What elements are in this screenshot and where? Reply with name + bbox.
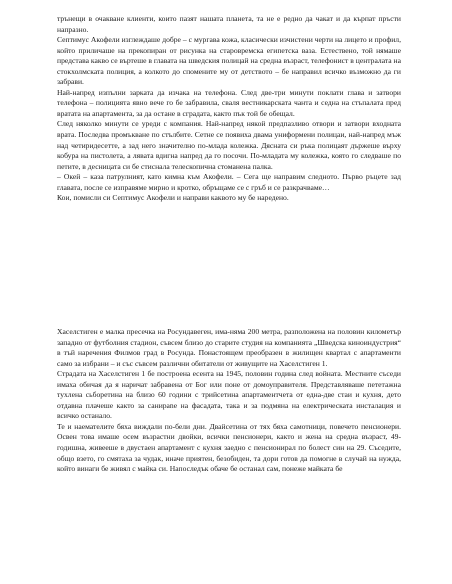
paragraph: След няколко минути се уреди с компания. Най-напред някой предпазливо отвори и затвори входната врата. Последва промъкване по стълбите. Сетне се появиха двама униформени полицаи, най-напред мъж над четиридесетте, а зад него значително по-млада колежка. Дясната си ръка полицаят държеше върху кобура на пистолета, а лявата вдигна напред да го посочи. По-младата му колежка, която го следваше по петите, в десницата си бе стиснала телескопична стоманена палка. — [57, 119, 401, 171]
text-section-1 — [57, 14, 401, 204]
paragraph: Те и наемателите бяха виждали по-бели дни. Двайсетина от тях бяха самотници, повечето пенсионери. Освен това имаше осем възрастни двойки, всички пенсионери, както и жена на средна възраст, 49-годишна, живееше в двустаен апартамент с кухня заедно с пенсионирал по болест син на 29. Съседите, общо взето, го смятаха за чудак, иначе приятен, безобиден, та дори готов да помогне в случай на нужда, който винаги бе живял с майка си. Напоследък обаче бе останал сам, понеже майката бе — [57, 421, 401, 474]
paragraph: Септимус Акофели изглеждаше добре – с мургава кожа, класически изчистени черти на лицето и профил, който приличаше на прекопиран от рисунка на старовремска египетска ваза. Естествено, той нямаше представа какво се въртеше в главата на шведския полицай на средна възраст, телефонист в централата на стокхолмската полиция, а колкото до спомените му от детството – бе направил всичко възможно да ги забрави. — [57, 35, 401, 87]
paragraph: Хаселстиген е малка пресечка на Росундавеген, има-няма 200 метра, разположена на половин километър западно от футболния стадион, съвсем близо до старите студия на компанията „Шведска кинoиндустрия“ в тъй наречения Филмов град в Росунда. Понастоящем преобразен в жилищен квартал с апартаменти само за избрани – и със съвсем различни обитатели от живущите на Хаселстиген 1. — [57, 327, 401, 368]
paragraph: Най-напред изпълни зарката да изчака на телефона. След две-три минути поклати глава и затвори телефона – полицията явно вече го бе забравила, сваля вестникарската чанта и седна на стъпалата пред вратата на апартамента, за да остане в сградата, както пък той бе обещал. — [57, 87, 401, 118]
paragraph: Кои, помисли си Септимус Акофели и направи каквото му бе наредено. — [57, 193, 289, 203]
paragraph: – Окей – каза патрулният, като кимна към Акофели. – Сега ще направим следното. Първо ръцете зад главата, после се изправяме мирно и кротко, обръщаме се с гръб и се разкрачваме… — [57, 172, 401, 192]
paragraph: Страдата на Хаселстиген 1 бе построена есента на 1945, половин година след войната. Местните съседи имаха обичая да я наричат забравена от Бог или поне от домоуправителя. Представляваше пететажна тухлена сьборетина на близо 60 години с трийсетина апартаментчета от една-две стаи и кухня, дето отдавна плачеше както за санирane на фасадата, така и за подмяна на електрическата инсталация и всичко останало. — [57, 369, 401, 421]
paragraph: трънещи в очакване клиенти, които пазят нашата планета, та не е редно да чакат и да кърпат пръсти напразно. — [57, 14, 401, 34]
text-section-2 — [57, 327, 401, 475]
